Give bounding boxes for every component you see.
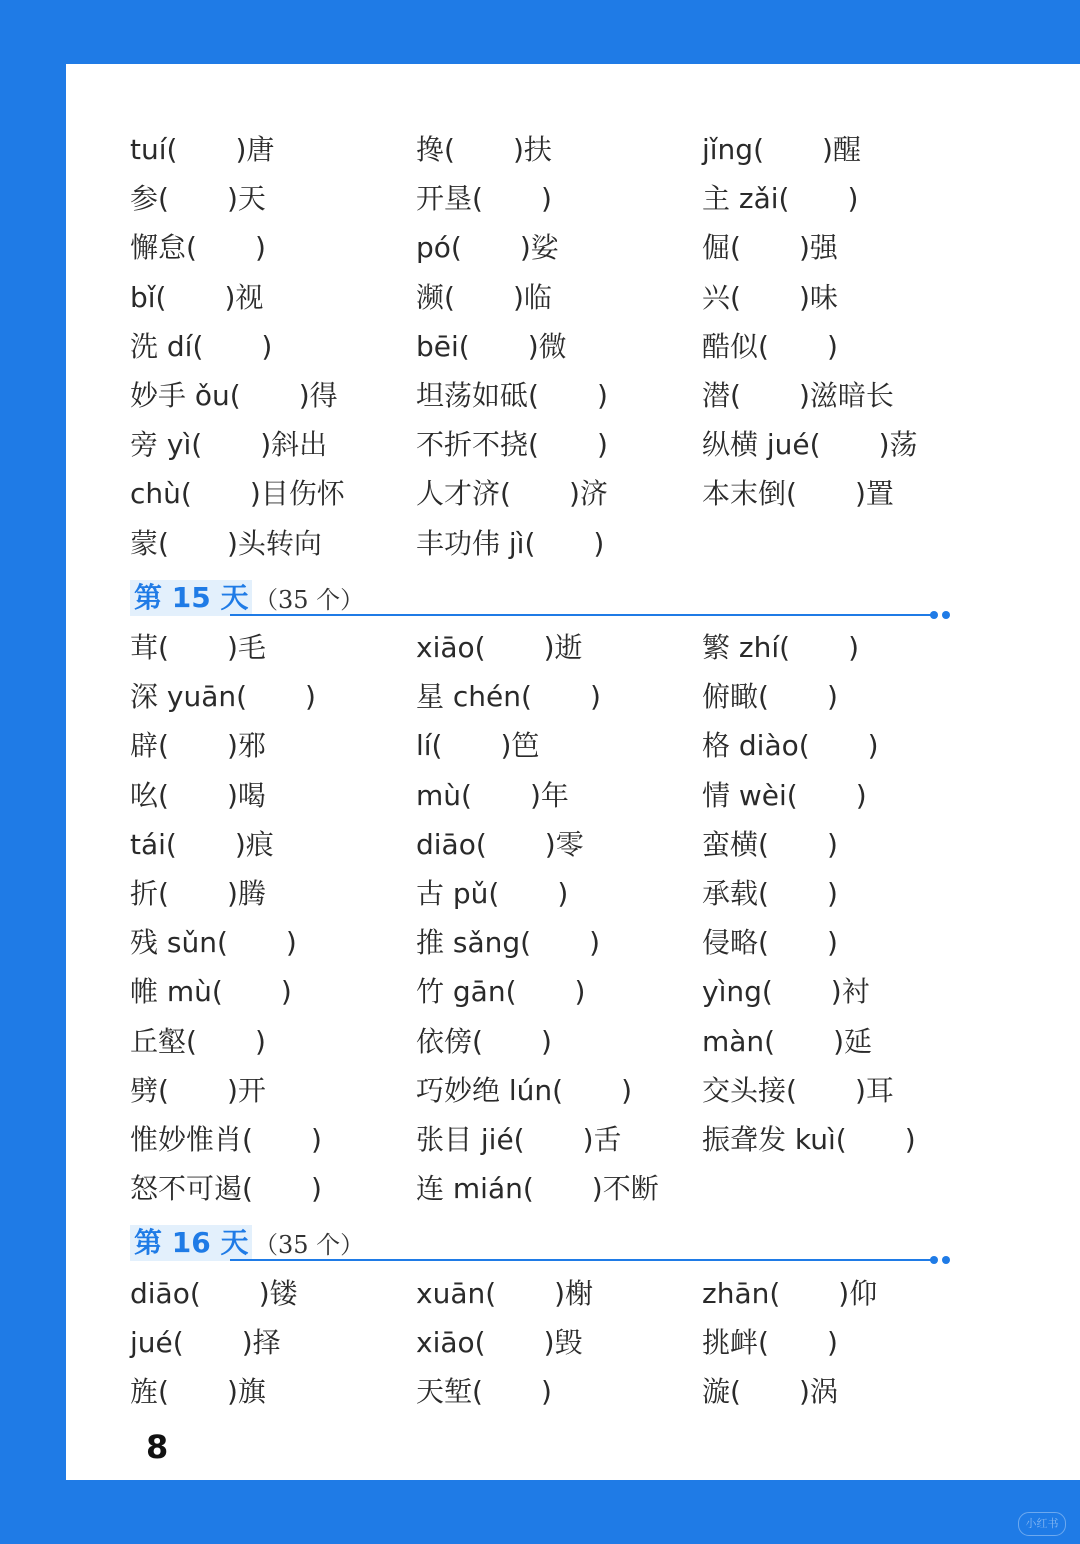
exercise-item (702, 378, 894, 414)
exercise-item (130, 181, 266, 217)
item-suffix: ) (589, 926, 601, 960)
exercise-item (702, 876, 838, 912)
item-suffix: )邪 (226, 729, 266, 763)
exercise-item (130, 1374, 266, 1410)
item-suffix: )天 (226, 182, 266, 216)
exercise-item (702, 679, 838, 715)
page-sheet (66, 64, 1080, 1480)
item-prefix: 开垦( (416, 182, 483, 216)
item-prefix: 兴( (702, 280, 741, 314)
exercise-item (130, 476, 345, 512)
item-suffix: ) (826, 1326, 838, 1360)
day-16-header (130, 1225, 952, 1265)
exercise-item (130, 1171, 322, 1207)
item-suffix: )笆 (500, 729, 540, 763)
item-suffix: ) (574, 975, 586, 1009)
exercise-item (130, 1276, 298, 1312)
exercise-item (702, 230, 838, 266)
item-prefix: 蛮横( (702, 827, 769, 861)
item-prefix: 振聋发 kuì( (702, 1123, 847, 1156)
item-suffix: ) (596, 428, 608, 462)
item-prefix: 旁 yì( (130, 428, 203, 462)
item-suffix: ) (826, 877, 838, 910)
item-suffix: )唐 (235, 133, 275, 166)
exercise-item (130, 778, 266, 814)
item-suffix: )斜出 (260, 428, 328, 462)
item-suffix: ) (867, 729, 879, 763)
rule-dot (942, 1256, 950, 1264)
item-suffix: ) (904, 1123, 916, 1156)
item-prefix: 纵横 jué( (702, 428, 821, 462)
exercise-item (130, 1122, 322, 1158)
exercise-item (416, 1374, 552, 1410)
exercise-item (416, 476, 608, 512)
exercise-item (416, 925, 600, 961)
exercise-item (416, 630, 583, 666)
item-prefix: xiāo( (416, 631, 486, 664)
item-prefix: pó( (416, 231, 462, 265)
item-prefix: 人才济( (416, 477, 511, 511)
day-15-rule (230, 614, 932, 616)
item-prefix: 酷似( (702, 329, 769, 363)
day-16-count: （35 个） (254, 1231, 365, 1259)
item-suffix: ) (310, 1172, 322, 1206)
item-suffix: )毁 (543, 1326, 583, 1360)
exercise-item (416, 329, 567, 365)
item-suffix: )延 (833, 1024, 873, 1058)
item-prefix: 交头接( (702, 1073, 797, 1107)
exercise-item (130, 1073, 266, 1109)
exercise-item (702, 630, 859, 666)
item-prefix: màn( (702, 1024, 776, 1058)
item-prefix: yìng( (702, 975, 773, 1009)
item-prefix: 连 mián( (416, 1172, 534, 1206)
item-prefix: 格 diào( (702, 729, 810, 763)
item-prefix: xuān( (416, 1277, 497, 1310)
day-15-count: （35 个） (254, 586, 365, 614)
exercise-item (416, 974, 585, 1010)
day-15-label: 第 15 天 (130, 580, 252, 616)
item-suffix: )仰 (838, 1277, 878, 1310)
item-prefix: tái( (130, 827, 177, 861)
item-prefix: 旌( (130, 1375, 169, 1409)
item-suffix: )荡 (878, 428, 918, 462)
item-suffix: )耳 (854, 1073, 894, 1107)
exercise-item (416, 1024, 552, 1060)
exercise-item (130, 526, 322, 562)
item-prefix: 推 sǎng( (416, 926, 532, 960)
exercise-item (702, 476, 894, 512)
exercise-item (702, 974, 870, 1010)
item-prefix: bǐ( (130, 280, 167, 314)
rule-dot (930, 1256, 938, 1264)
exercise-item (416, 728, 539, 764)
item-prefix: 天堑( (416, 1375, 483, 1409)
exercise-item (702, 1276, 877, 1312)
item-suffix: )味 (798, 280, 838, 314)
exercise-item (130, 230, 266, 266)
exercise-item (416, 526, 604, 562)
exercise-item (130, 876, 266, 912)
item-suffix: ) (540, 1024, 552, 1058)
item-suffix: ) (848, 631, 859, 664)
item-prefix: 情 wèi( (702, 778, 798, 812)
item-suffix: ) (596, 379, 608, 412)
item-prefix: diāo( (416, 827, 487, 861)
exercise-item (702, 1374, 838, 1410)
item-prefix: 辟( (130, 729, 169, 763)
item-prefix: diāo( (130, 1277, 201, 1310)
page-number: 8 (146, 1428, 169, 1466)
day-16-rule (230, 1259, 932, 1261)
item-suffix: )开 (226, 1073, 266, 1107)
exercise-item (416, 1171, 659, 1207)
exercise-item (702, 728, 879, 764)
item-prefix: 巧妙绝 lún( (416, 1073, 564, 1107)
watermark: 小红书 (1018, 1512, 1066, 1536)
exercise-item (416, 1073, 632, 1109)
item-suffix: ) (826, 926, 838, 960)
item-prefix: 侵略( (702, 926, 769, 960)
exercise-item (416, 427, 608, 463)
item-prefix: 懈怠( (130, 231, 197, 265)
exercise-item (702, 427, 918, 463)
exercise-item (702, 1024, 872, 1060)
day-15-header (130, 580, 952, 620)
item-suffix: )滋暗长 (798, 379, 894, 412)
rule-dot (942, 611, 950, 619)
item-suffix: ) (593, 526, 605, 560)
exercise-item (416, 827, 584, 863)
exercise-item (702, 1122, 916, 1158)
item-suffix: ) (847, 182, 859, 216)
item-prefix: 濒( (416, 280, 455, 314)
item-prefix: zhān( (702, 1277, 781, 1310)
item-prefix: 挑衅( (702, 1326, 769, 1360)
item-suffix: )扶 (512, 133, 552, 166)
item-prefix: 折( (130, 877, 169, 910)
exercise-item (416, 679, 601, 715)
exercise-item (130, 329, 272, 365)
item-prefix: chù( (130, 477, 192, 511)
item-prefix: 蒙( (130, 526, 169, 560)
exercise-item (702, 1073, 894, 1109)
item-prefix: 依傍( (416, 1024, 483, 1058)
item-suffix: )喝 (226, 778, 266, 812)
exercise-item (130, 728, 266, 764)
item-prefix: 残 sǔn( (130, 926, 228, 960)
item-suffix: ) (589, 680, 601, 714)
item-suffix: )逝 (543, 631, 583, 664)
exercise-item (130, 679, 316, 715)
item-suffix: )舌 (582, 1123, 622, 1156)
item-suffix: ) (310, 1123, 322, 1156)
item-suffix: ) (540, 182, 552, 216)
item-suffix: ) (826, 680, 838, 714)
item-suffix: )榭 (554, 1277, 594, 1310)
exercise-item (130, 378, 338, 414)
exercise-item (702, 280, 838, 316)
item-suffix: ) (285, 926, 297, 960)
item-suffix: )年 (529, 778, 569, 812)
item-suffix: )临 (512, 280, 552, 314)
item-prefix: 倔( (702, 231, 741, 265)
item-prefix: 丰功伟 jì( (416, 526, 536, 560)
item-suffix: )衬 (830, 975, 870, 1009)
item-suffix: ) (305, 680, 316, 714)
exercise-item (416, 230, 559, 266)
item-prefix: 吆( (130, 778, 169, 812)
item-suffix: ) (621, 1073, 633, 1107)
item-suffix: ) (254, 1024, 266, 1058)
exercise-item (130, 1024, 266, 1060)
exercise-item (416, 1122, 622, 1158)
item-prefix: 本末倒( (702, 477, 797, 511)
item-suffix: )镂 (258, 1277, 298, 1310)
item-suffix: ) (826, 329, 838, 363)
exercise-item (416, 1325, 583, 1361)
item-suffix: )目伤怀 (249, 477, 345, 511)
item-suffix: )毛 (226, 631, 266, 664)
item-prefix: 搀( (416, 133, 455, 166)
item-suffix: ) (557, 877, 569, 910)
item-suffix: )头转向 (226, 526, 322, 560)
exercise-item (416, 181, 552, 217)
item-prefix: jǐng( (702, 133, 765, 166)
item-suffix: )涡 (798, 1375, 838, 1409)
item-prefix: 繁 zhí( (702, 631, 791, 664)
item-suffix: )零 (544, 827, 584, 861)
item-prefix: 漩( (702, 1375, 741, 1409)
exercise-item (130, 827, 274, 863)
item-suffix: )得 (298, 379, 338, 412)
item-prefix: 劈( (130, 1073, 169, 1107)
item-suffix: )不断 (591, 1172, 659, 1206)
item-prefix: 潜( (702, 379, 741, 412)
exercise-item (130, 925, 297, 961)
exercise-item (702, 181, 858, 217)
item-suffix: ) (540, 1375, 552, 1409)
exercise-item (702, 827, 838, 863)
item-prefix: 张目 jié( (416, 1123, 525, 1156)
exercise-item (130, 974, 292, 1010)
item-prefix: 主 zǎi( (702, 182, 790, 216)
item-suffix: )置 (854, 477, 894, 511)
item-suffix: )择 (241, 1326, 281, 1360)
item-suffix: ) (254, 231, 266, 265)
exercise-item (702, 329, 838, 365)
item-suffix: )济 (568, 477, 608, 511)
exercise-item (416, 1276, 593, 1312)
item-suffix: )腾 (226, 877, 266, 910)
item-prefix: tuí( (130, 133, 178, 166)
item-prefix: jué( (130, 1326, 184, 1360)
exercise-item (702, 778, 867, 814)
day-16-label: 第 16 天 (130, 1225, 252, 1261)
exercise-item (416, 378, 608, 414)
exercise-item (130, 132, 274, 168)
exercise-item (416, 132, 552, 168)
item-prefix: mù( (416, 778, 472, 812)
item-prefix: 星 chén( (416, 680, 532, 714)
item-prefix: bēi( (416, 329, 470, 363)
item-suffix: )娑 (519, 231, 559, 265)
exercise-item (416, 876, 568, 912)
item-prefix: xiāo( (416, 1326, 486, 1360)
item-suffix: ) (261, 329, 273, 363)
rule-dot (930, 611, 938, 619)
exercise-item (416, 778, 569, 814)
item-suffix: ) (855, 778, 867, 812)
item-prefix: 帷 mù( (130, 975, 223, 1009)
item-prefix: 俯瞰( (702, 680, 769, 714)
exercise-item (416, 280, 552, 316)
exercise-item (130, 280, 263, 316)
item-suffix: )微 (527, 329, 567, 363)
exercise-item (702, 132, 861, 168)
item-prefix: 丘壑( (130, 1024, 197, 1058)
item-prefix: 坦荡如砥( (416, 379, 539, 412)
item-suffix: )视 (224, 280, 264, 314)
item-prefix: 茸( (130, 631, 169, 664)
item-suffix: ) (826, 827, 838, 861)
item-suffix: )痕 (234, 827, 274, 861)
item-prefix: 古 pǔ( (416, 877, 500, 910)
item-suffix: ) (280, 975, 292, 1009)
item-suffix: )强 (798, 231, 838, 265)
item-suffix: )旗 (226, 1375, 266, 1409)
exercise-item (130, 630, 266, 666)
item-prefix: 深 yuān( (130, 680, 248, 714)
item-suffix: )醒 (822, 133, 861, 166)
exercise-item (130, 427, 327, 463)
item-prefix: 妙手 ǒu( (130, 379, 241, 412)
item-prefix: 洗 dí( (130, 329, 204, 363)
item-prefix: 怒不可遏( (130, 1172, 253, 1206)
exercise-item (702, 1325, 838, 1361)
item-prefix: 承载( (702, 877, 769, 910)
item-prefix: 参( (130, 182, 169, 216)
exercise-item (702, 925, 838, 961)
item-prefix: lí( (416, 729, 443, 763)
exercise-item (130, 1325, 281, 1361)
item-prefix: 不折不挠( (416, 428, 539, 462)
item-prefix: 竹 gān( (416, 975, 517, 1009)
item-prefix: 惟妙惟肖( (130, 1123, 253, 1156)
